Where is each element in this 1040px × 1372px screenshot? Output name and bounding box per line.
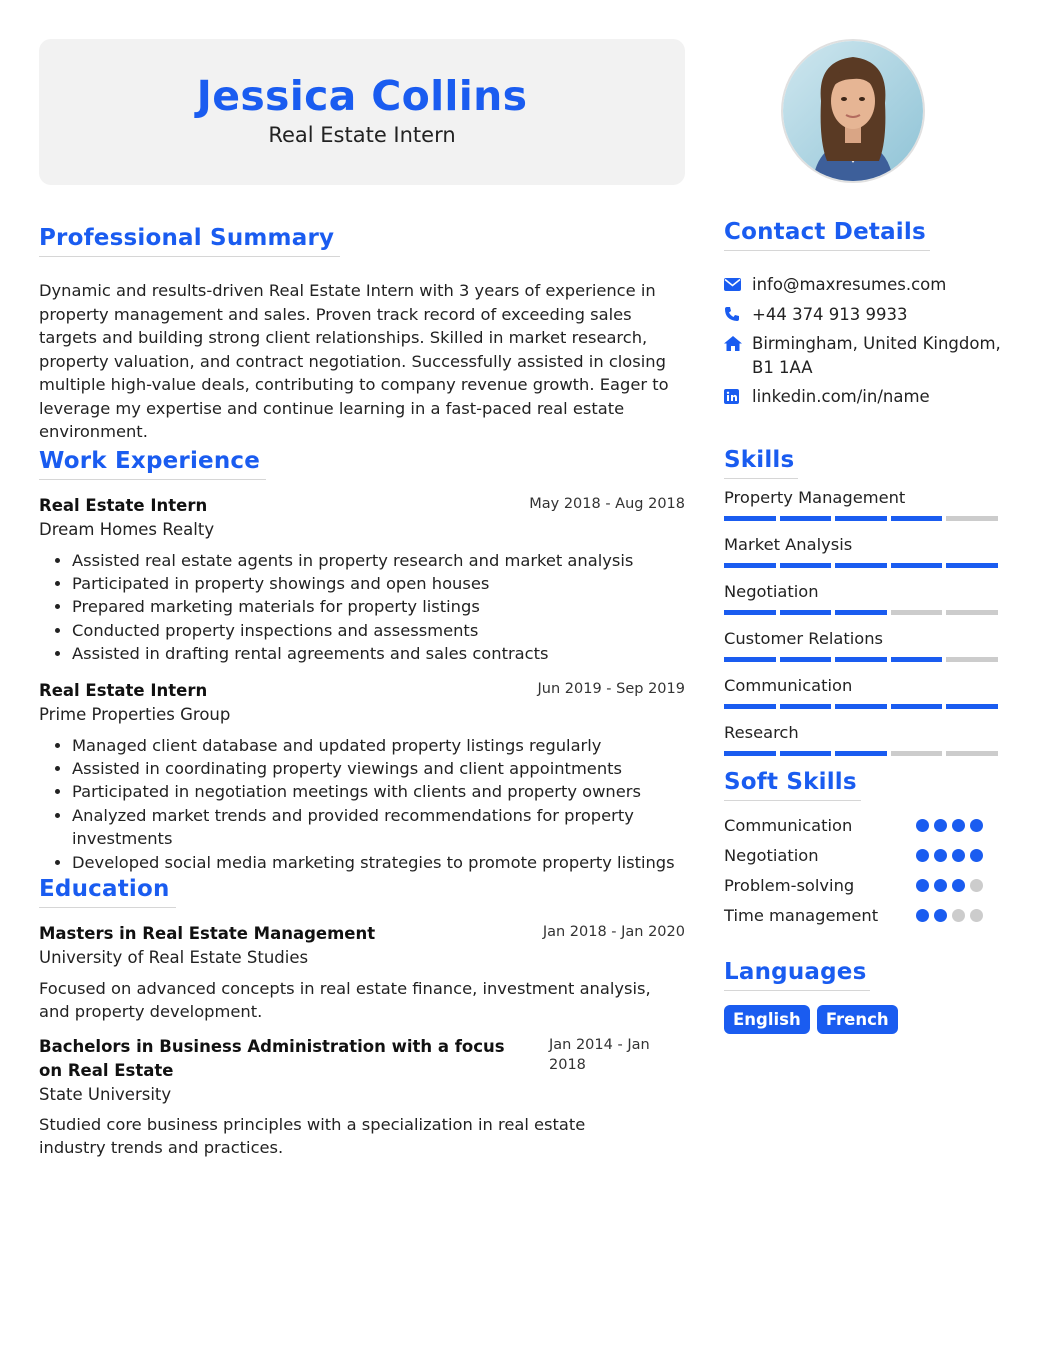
education-section bbox=[39, 876, 685, 1160]
skill-bar-segment bbox=[835, 657, 887, 662]
summary-section bbox=[39, 225, 685, 444]
rating-dot bbox=[952, 849, 965, 862]
school-name: State University bbox=[39, 1084, 172, 1104]
phone-icon bbox=[724, 303, 752, 326]
skill-name: Negotiation bbox=[724, 581, 819, 601]
list-item: • Assisted in drafting rental agreements and sales contracts bbox=[72, 642, 685, 665]
home-icon bbox=[724, 332, 752, 355]
job-company: Dream Homes Realty bbox=[39, 519, 215, 539]
language-badge: English bbox=[724, 1005, 810, 1034]
candidate-title: Real Estate Intern bbox=[268, 123, 456, 147]
candidate-name: Jessica Collins bbox=[196, 72, 528, 120]
skill-level-bar bbox=[724, 657, 1004, 662]
skill-bar-segment bbox=[724, 751, 776, 756]
skill-item bbox=[724, 628, 1004, 662]
skill-name: Market Analysis bbox=[724, 534, 853, 554]
rating-dot bbox=[970, 879, 983, 892]
job-role: Real Estate Intern bbox=[39, 495, 208, 515]
phone-text[interactable]: +44 374 913 9933 bbox=[752, 304, 908, 324]
skill-bar-segment bbox=[891, 516, 943, 521]
envelope-icon bbox=[724, 273, 752, 296]
skill-name: Property Management bbox=[724, 487, 906, 507]
job-entry bbox=[39, 679, 685, 874]
skill-bar-segment bbox=[780, 610, 832, 615]
rating-dot bbox=[952, 819, 965, 832]
soft-skill-rating bbox=[916, 811, 1004, 841]
job-bullets bbox=[39, 734, 685, 874]
skill-name: Research bbox=[724, 722, 799, 742]
resume-header bbox=[39, 39, 685, 185]
skill-name: Customer Relations bbox=[724, 628, 884, 648]
job-dates: Jun 2019 - Sep 2019 bbox=[537, 680, 685, 697]
experience-heading: Work Experience bbox=[39, 448, 266, 480]
skill-level-bar bbox=[724, 751, 1004, 756]
job-header bbox=[39, 494, 685, 518]
skill-level-bar bbox=[724, 704, 1004, 709]
contact-heading: Contact Details bbox=[724, 219, 930, 251]
skill-bar-segment bbox=[724, 563, 776, 568]
experience-section bbox=[39, 448, 685, 874]
soft-skill-name: Communication bbox=[724, 815, 853, 835]
skill-bar-segment bbox=[780, 516, 832, 521]
rating-dot bbox=[970, 849, 983, 862]
rating-dot bbox=[916, 819, 929, 832]
soft-skill-rating bbox=[916, 841, 1004, 871]
linkedin-icon bbox=[724, 385, 752, 408]
rating-dot bbox=[916, 879, 929, 892]
soft-skills-section bbox=[724, 769, 1004, 931]
rating-dot bbox=[934, 819, 947, 832]
job-header bbox=[39, 679, 685, 703]
skill-level-bar bbox=[724, 563, 1004, 568]
soft-skills-list bbox=[724, 811, 1004, 931]
education-description: Studied core business principles with a specialization in real estate industry trends and practices. bbox=[39, 1114, 586, 1158]
profile-photo bbox=[781, 39, 925, 183]
contact-address bbox=[724, 332, 1004, 379]
linkedin-text[interactable]: linkedin.com/in/name bbox=[752, 387, 930, 406]
rating-dot bbox=[934, 879, 947, 892]
contact-phone bbox=[724, 303, 1004, 327]
skill-bar-segment bbox=[724, 657, 776, 662]
education-dates: Jan 2018 - Jan 2020 bbox=[542, 923, 685, 940]
soft-skill-item bbox=[724, 871, 1004, 901]
skill-bar-segment bbox=[835, 751, 887, 756]
skill-level-bar bbox=[724, 610, 1004, 615]
soft-skills-heading: Soft Skills bbox=[724, 769, 861, 801]
list-item: • Participated in property showings and open houses bbox=[72, 572, 685, 595]
soft-skill-name: Problem-solving bbox=[724, 875, 855, 895]
languages-section bbox=[724, 959, 1004, 1034]
rating-dot bbox=[934, 849, 947, 862]
rating-dot bbox=[952, 909, 965, 922]
skills-section bbox=[724, 447, 1004, 756]
skill-bar-segment bbox=[835, 610, 887, 615]
rating-dot bbox=[952, 879, 965, 892]
soft-skill-item bbox=[724, 811, 1004, 841]
summary-text: Dynamic and results-driven Real Estate Intern with 3 years of experience in property management and sales. Proven track record of exceeding sales targets and building strong client relationships. Skilled in market research, property valuation, and contract negotiation. Successfully assisted in closing multiple high-value deals, contributing to company revenue growth. Eager to leverage my expertise and continue learning in a fast-paced real estate environment. bbox=[39, 281, 669, 441]
list-item: • Analyzed market trends and provided recommendations for property investments bbox=[72, 804, 685, 851]
soft-skill-rating bbox=[916, 901, 1004, 931]
soft-skill-item bbox=[724, 841, 1004, 871]
list-item: • Developed social media marketing strategies to promote property listings bbox=[72, 851, 685, 874]
language-badge: French bbox=[817, 1005, 898, 1034]
skill-bar-segment bbox=[780, 657, 832, 662]
skill-bar-segment bbox=[946, 704, 998, 709]
contact-email bbox=[724, 273, 1004, 297]
skill-bar-segment bbox=[780, 563, 832, 568]
skill-bar-segment bbox=[891, 610, 943, 615]
rating-dot bbox=[970, 819, 983, 832]
skill-bar-segment bbox=[835, 516, 887, 521]
soft-skill-item bbox=[724, 901, 1004, 931]
skill-bar-segment bbox=[780, 751, 832, 756]
list-item: • Assisted in coordinating property viewings and client appointments bbox=[72, 757, 685, 780]
job-dates: May 2018 - Aug 2018 bbox=[529, 495, 685, 512]
email-text[interactable]: info@maxresumes.com bbox=[752, 275, 947, 294]
skill-bar-segment bbox=[946, 751, 998, 756]
list-item: • Assisted real estate agents in property research and market analysis bbox=[72, 549, 685, 572]
soft-skill-rating bbox=[916, 871, 1004, 901]
skill-item bbox=[724, 487, 1004, 521]
skill-bar-segment bbox=[780, 704, 832, 709]
languages-list bbox=[724, 1005, 1004, 1034]
skill-item bbox=[724, 534, 1004, 568]
skill-bar-segment bbox=[946, 563, 998, 568]
main-column bbox=[39, 39, 685, 1160]
education-description: Focused on advanced concepts in real estate finance, investment analysis, and property development. bbox=[39, 978, 651, 1022]
education-heading: Education bbox=[39, 876, 176, 908]
skills-list bbox=[724, 487, 1004, 756]
sidebar-column bbox=[724, 39, 1004, 1034]
education-header bbox=[39, 1035, 685, 1083]
rating-dot bbox=[934, 909, 947, 922]
skill-bar-segment bbox=[891, 563, 943, 568]
rating-dot bbox=[916, 849, 929, 862]
skill-name: Communication bbox=[724, 675, 853, 695]
soft-skill-name: Negotiation bbox=[724, 845, 819, 865]
soft-skill-name: Time management bbox=[724, 905, 879, 925]
degree-title: Masters in Real Estate Management bbox=[39, 923, 376, 943]
skills-heading: Skills bbox=[724, 447, 798, 479]
skill-bar-segment bbox=[835, 563, 887, 568]
skill-item bbox=[724, 675, 1004, 709]
degree-title: Bachelors in Business Administration with a focus on Real Estate bbox=[39, 1036, 505, 1080]
list-item: • Conducted property inspections and assessments bbox=[72, 619, 685, 642]
rating-dot bbox=[970, 909, 983, 922]
list-item: • Prepared marketing materials for property listings bbox=[72, 595, 685, 618]
education-header bbox=[39, 922, 685, 946]
list-item: • Managed client database and updated property listings regularly bbox=[72, 734, 685, 757]
job-bullets bbox=[39, 549, 685, 666]
education-entry bbox=[39, 1035, 685, 1160]
job-company: Prime Properties Group bbox=[39, 704, 231, 724]
skill-bar-segment bbox=[724, 610, 776, 615]
school-name: University of Real Estate Studies bbox=[39, 947, 309, 967]
skill-bar-segment bbox=[891, 751, 943, 756]
skill-bar-segment bbox=[946, 516, 998, 521]
contact-section bbox=[724, 219, 1004, 409]
job-entry bbox=[39, 494, 685, 666]
skill-bar-segment bbox=[891, 704, 943, 709]
education-entry bbox=[39, 922, 685, 1024]
skill-bar-segment bbox=[724, 516, 776, 521]
skill-bar-segment bbox=[946, 610, 998, 615]
skill-bar-segment bbox=[835, 704, 887, 709]
skill-item bbox=[724, 722, 1004, 756]
rating-dot bbox=[916, 909, 929, 922]
skill-level-bar bbox=[724, 516, 1004, 521]
contact-linkedin bbox=[724, 385, 1004, 409]
skill-item bbox=[724, 581, 1004, 615]
summary-heading: Professional Summary bbox=[39, 225, 340, 257]
languages-heading: Languages bbox=[724, 959, 870, 991]
address-text: Birmingham, United Kingdom, B1 1AA bbox=[752, 334, 1001, 377]
skill-bar-segment bbox=[946, 657, 998, 662]
list-item: • Participated in negotiation meetings with clients and property owners bbox=[72, 780, 685, 803]
education-dates: Jan 2014 - Jan 2018 bbox=[549, 1036, 650, 1073]
skill-bar-segment bbox=[891, 657, 943, 662]
skill-bar-segment bbox=[724, 704, 776, 709]
job-role: Real Estate Intern bbox=[39, 680, 208, 700]
